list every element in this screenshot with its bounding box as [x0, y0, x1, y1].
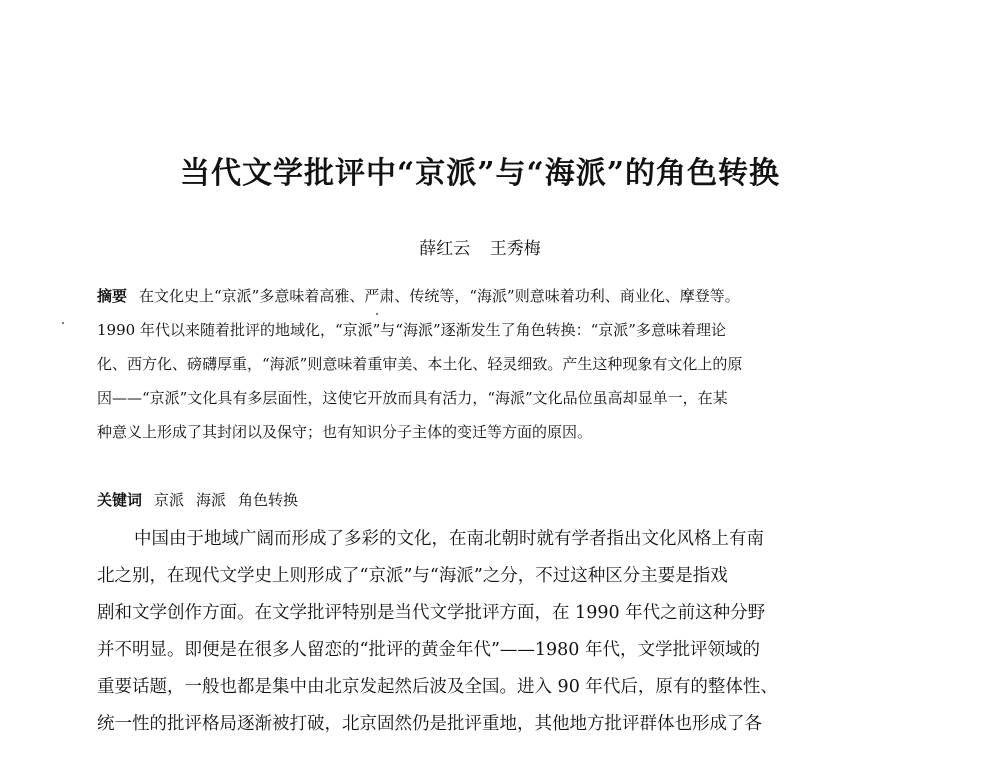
keyword: 角色转换	[238, 491, 299, 509]
scan-speck	[376, 313, 378, 315]
body-line: 统一性的批评格局逐渐被打破，北京固然仍是批评重地，其他地方批评群体也形成了各	[97, 714, 762, 734]
body-line: 并不明显。即便是在很多人留恋的“批评的黄金年代”——1980 年代，文学批评领域的	[97, 640, 760, 660]
paper-title: 当代文学批评中“京派”与“海派”的角色转换	[179, 156, 781, 191]
keyword: 京派	[154, 491, 185, 509]
abstract-label: 摘要	[97, 287, 128, 305]
body-line: 剧和文学创作方面。在文学批评特别是当代文学批评方面，在 1990 年代之前这种分野	[97, 603, 766, 623]
abstract-line: 化、西方化、磅礴厚重，“海派”则意味着重审美、本土化、轻灵细致。产生这种现象有文化上的原	[97, 355, 743, 373]
abstract-line: 因——“京派”文化具有多层面性，这使它开放而具有活力，“海派”文化品位虽高却显单一，在某	[97, 389, 728, 407]
keywords-label: 关键词	[97, 491, 143, 509]
body-line: 北之别，在现代文学史上则形成了“京派”与“海派”之分，不过这种区分主要是指戏	[97, 566, 728, 586]
body-paragraph	[97, 521, 877, 743]
abstract-line: 种意义上形成了其封闭以及保守；也有知识分子主体的变迁等方面的原因。	[97, 423, 593, 441]
abstract-text: 在文化史上“京派”多意味着高雅、严肃、传统等，“海派”则意味着功利、商业化、摩登等。	[139, 287, 740, 305]
body-line: 重要话题，一般也都是集中由北京发起然后波及全国。进入 90 年代后，原有的整体性、	[97, 677, 778, 697]
abstract-section	[97, 279, 867, 449]
keyword: 海派	[196, 491, 227, 509]
author-name: 王秀梅	[489, 239, 541, 259]
keywords-section	[97, 483, 310, 517]
body-line: 中国由于地域广阔而形成了多彩的文化，在南北朝时就有学者指出文化风格上有南	[134, 529, 764, 549]
author-line	[0, 234, 960, 259]
abstract-line: 1990 年代以来随着批评的地域化，“京派”与“海派”逐渐发生了角色转换：“京派”多意味着理论	[97, 321, 726, 339]
scan-speck	[62, 322, 64, 324]
abstract-line	[97, 279, 867, 313]
author-name: 薛红云	[419, 239, 471, 259]
